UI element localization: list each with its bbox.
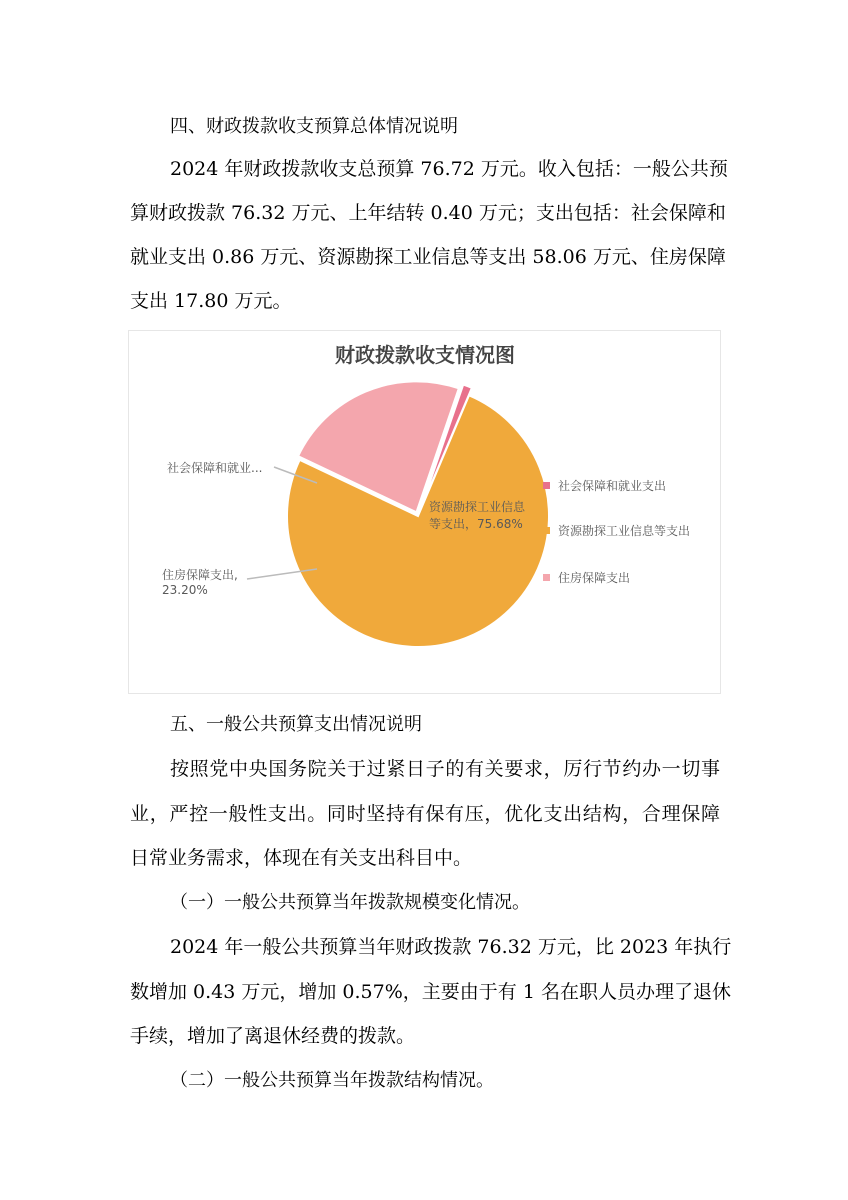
chart-title: 财政拨款收支情况图 — [335, 343, 515, 367]
section4-line-4: 支出 17.80 万元。 — [130, 290, 292, 312]
section4-line-1: 2024 年财政拨款收支总预算 76.72 万元。收入包括：一般公共预 — [170, 158, 728, 180]
section4-line-3: 就业支出 0.86 万元、资源勘探工业信息等支出 58.06 万元、住房保障 — [130, 246, 726, 268]
slice-label-housing-line2: 23.20% — [162, 583, 208, 597]
sub1-line-2: 数增加 0.43 万元，增加 0.57%，主要由于有 1 名在职人员办理了退休 — [130, 981, 731, 1003]
section5-line-2: 业，严控一般性支出。同时坚持有保有压，优化支出结构，合理保障 — [130, 803, 720, 825]
slice-label-social: 社会保障和就业... — [167, 461, 263, 475]
section4-line-2: 算财政拨款 76.32 万元、上年结转 0.40 万元；支出包括：社会保障和 — [130, 202, 726, 224]
sub2-heading: （二）一般公共预算当年拨款结构情况。 — [170, 1070, 494, 1091]
sub1-line-3: 手续，增加了离退休经费的拨款。 — [130, 1025, 416, 1047]
slice-label-housing-line1: 住房保障支出, — [162, 568, 238, 582]
sub1-heading: （一）一般公共预算当年拨款规模变化情况。 — [170, 892, 530, 913]
legend-label-social: 社会保障和就业支出 — [558, 479, 667, 493]
pie-chart — [129, 331, 722, 695]
legend-swatch-resource — [543, 527, 550, 534]
section5-line-1: 按照党中央国务院关于过紧日子的有关要求，厉行节约办一切事 — [170, 758, 720, 780]
slice-label-resource-line2: 等支出，75.68% — [429, 517, 523, 531]
slice-label-resource-line1: 资源勘探工业信息 — [429, 500, 526, 514]
legend-label-housing: 住房保障支出 — [558, 571, 631, 585]
sub1-line-1: 2024 年一般公共预算当年财政拨款 76.32 万元，比 2023 年执行 — [170, 936, 732, 958]
pie-chart-container — [128, 330, 721, 694]
section5-line-3: 日常业务需求，体现在有关支出科目中。 — [130, 847, 473, 869]
legend-swatch-housing — [543, 574, 550, 581]
legend-label-resource: 资源勘探工业信息等支出 — [558, 524, 691, 538]
legend-swatch-social — [543, 482, 550, 489]
section5-heading: 五、一般公共预算支出情况说明 — [170, 714, 422, 735]
section4-heading: 四、财政拨款收支预算总体情况说明 — [170, 116, 458, 137]
